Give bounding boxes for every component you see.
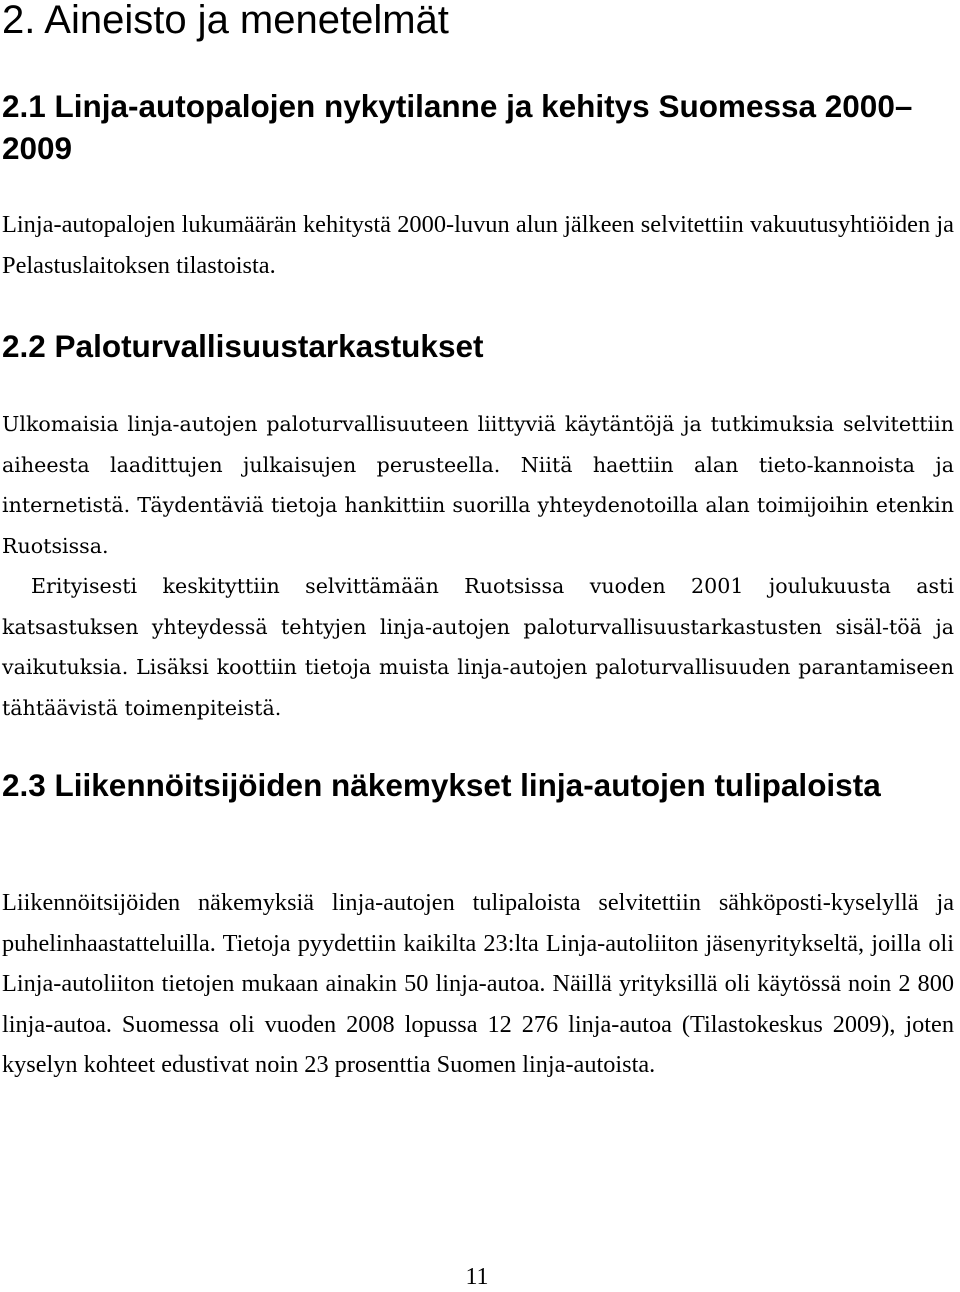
section-2-1-heading: 2.1 Linja-autopalojen nykytilanne ja kehitys Suomessa 2000–2009 <box>2 88 913 166</box>
chapter-heading: 2. Aineisto ja menetelmät <box>2 0 449 42</box>
section-2-3-paragraph: Liikennöitsijöiden näkemyksiä linja-autojen tulipaloista selvitettiin sähköposti-kyselyllä ja puhelinhaastatteluilla. Tietoja pyydettiin kaikilta 23:lta Linja-autoliiton jäsenyritykseltä, joilla oli Linja-autoliiton tietojen mukaan ainakin 50 linja-autoa. Näillä yrityksillä oli käytössä noin 2 800 linja-autoa. Suomessa oli vuoden 2008 lopussa 12 276 linja-autoa (Tilastokeskus 2009), joten kyselyn kohteet edustivat noin 23 prosenttia Suomen linja-autoista. <box>2 889 954 1078</box>
section-2-3-heading: 2.3 Liikennöitsijöiden näkemykset linja-autojen tulipaloista <box>2 767 881 803</box>
page-number: 11 <box>465 1264 489 1290</box>
section-2-2-paragraph-2: Erityisesti keskityttiin selvittämään Ruotsissa vuoden 2001 joulukuusta asti katsastuksen yhteydessä tehtyjen linja-autojen paloturvallisuustarkastusten sisäl-töä ja vaikutuksia. Lisäksi koottiin tietoja muista linja-autojen paloturvallisuuden parantamiseen tähtäävistä toimenpiteistä. <box>2 574 954 720</box>
section-2-2-heading: 2.2 Paloturvallisuustarkastukset <box>2 328 484 364</box>
section-2-2-paragraph-1: Ulkomaisia linja-autojen paloturvallisuuteen liittyviä käytäntöjä ja tutkimuksia selvitettiin aiheesta laadittujen julkaisujen perusteella. Niitä haettiin alan tieto-kannoista ja internetistä. Täydentäviä tietoja hankittiin suorilla yhteydenotoilla alan toimijoihin etenkin Ruotsissa. <box>2 412 954 558</box>
section-2-1-paragraph: Linja-autopalojen lukumäärän kehitystä 2000-luvun alun jälkeen selvitettiin vakuutusyhtiöiden ja Pelastuslaitoksen tilastoista. <box>2 211 954 279</box>
